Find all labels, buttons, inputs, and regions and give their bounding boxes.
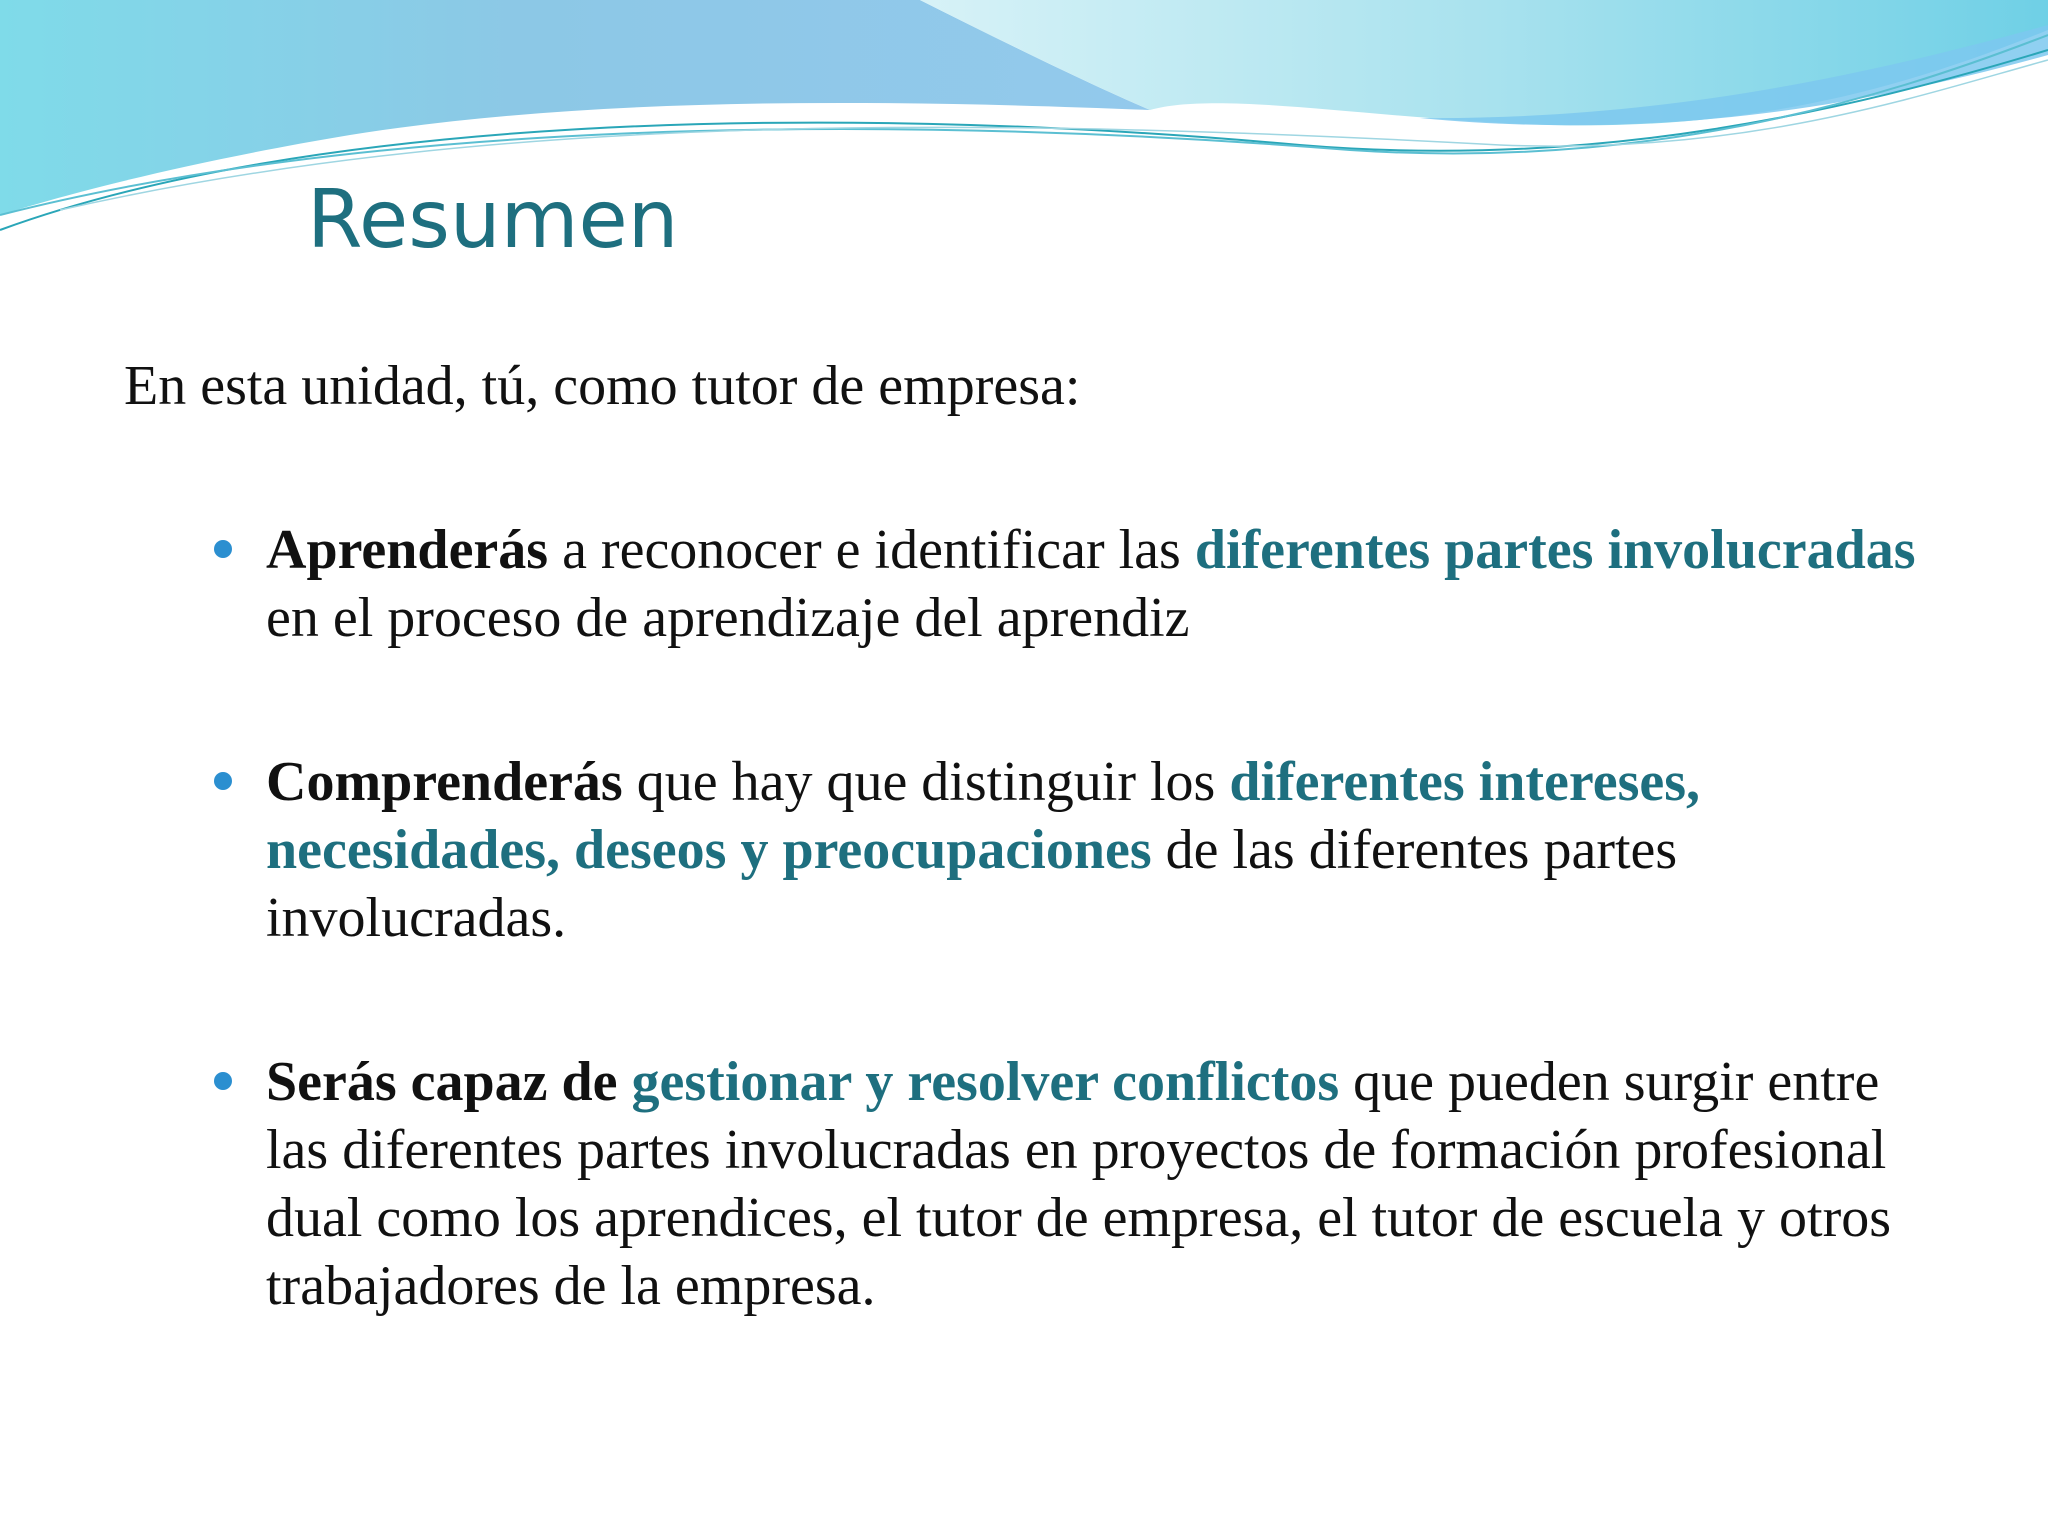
slide-title: Resumen [307,173,679,266]
bullet-highlight: diferentes intereses, necesidades, deseos y preocupaciones [266,751,1701,881]
bullet-dot-icon [214,772,232,790]
bullet-text [618,1051,632,1113]
bullet-highlight: diferentes partes involucradas [1194,519,1916,581]
bullet-lead: Comprenderás [266,751,623,813]
bullet-item-comprenderas [266,748,1926,952]
bullet-dot-icon [214,1072,232,1090]
bullet-item-seras-capaz [266,1048,1926,1320]
bullet-text: a reconocer e identificar las [548,519,1195,581]
bullet-dot-icon [214,540,232,558]
bullet-text: que hay que distinguir los [622,751,1230,813]
bullet-item-aprenderas [266,516,1926,652]
bullet-text: de las diferentes partes involucradas. [266,819,1678,949]
bullet-text: que pueden surgir entre las diferentes partes involucradas en proyectos de formación profesional dual como los aprendices, el tutor de empresa, el tutor de escuela y otros trabajadores de la empresa. [266,1051,1892,1317]
bullet-highlight: gestionar y resolver conflictos [631,1051,1340,1113]
bullet-text: en el proceso de aprendizaje del aprendiz [266,587,1190,649]
intro-text: En esta unidad, tú, como tutor de empresa: [124,355,1081,417]
bullet-lead: Aprenderás [266,519,549,581]
bullet-lead: Serás capaz de [266,1051,618,1113]
